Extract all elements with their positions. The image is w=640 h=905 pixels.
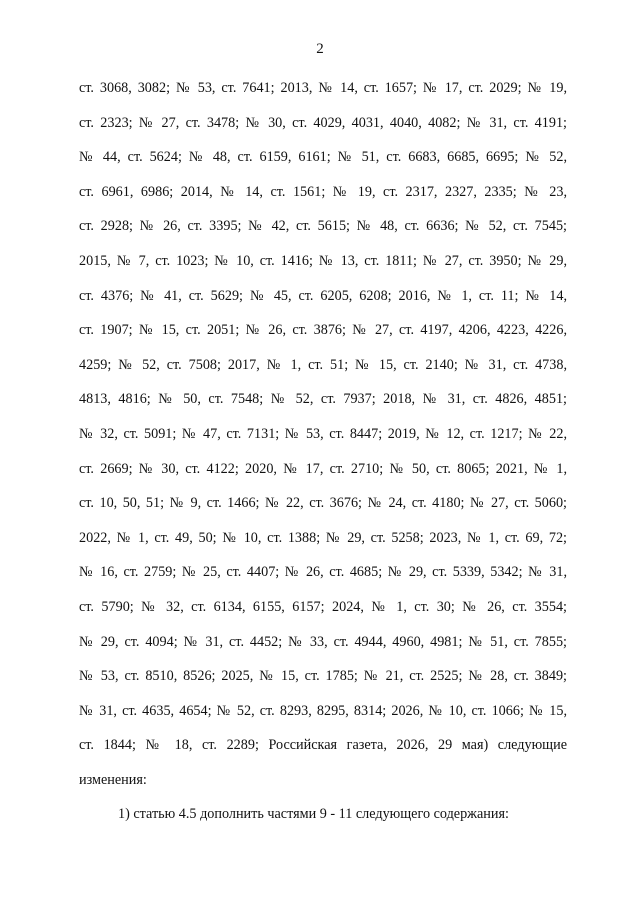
text-line: № 16, ст. 2759; № 25, ст. 4407; № 26, ст. 4685; № 29, ст. 5339, 5342; № 31,	[79, 564, 567, 581]
text-line: ст. 1907; № 15, ст. 2051; № 26, ст. 3876; № 27, ст. 4197, 4206, 4223, 4226,	[79, 322, 567, 339]
text-line: 2022, № 1, ст. 49, 50; № 10, ст. 1388; № 29, ст. 5258; 2023, № 1, ст. 69, 72;	[79, 529, 567, 546]
text-line: ст. 2928; № 26, ст. 3395; № 42, ст. 5615; № 48, ст. 6636; № 52, ст. 7545;	[79, 218, 567, 235]
text-line: № 31, ст. 4635, 4654; № 52, ст. 8293, 8295, 8314; 2026, № 10, ст. 1066; № 15,	[79, 702, 567, 719]
text-line: ст. 10, 50, 51; № 9, ст. 1466; № 22, ст. 3676; № 24, ст. 4180; № 27, ст. 5060;	[79, 495, 567, 512]
text-line: ст. 2669; № 30, ст. 4122; 2020, № 17, ст. 2710; № 50, ст. 8065; 2021, № 1,	[79, 460, 567, 477]
body-text	[79, 79, 567, 805]
page-number: 2	[316, 41, 324, 57]
list-item-1: 1) статью 4.5 дополнить частями 9 - 11 следующего содержания:	[118, 806, 509, 822]
text-line: № 53, ст. 8510, 8526; 2025, № 15, ст. 1785; № 21, ст. 2525; № 28, ст. 3849;	[79, 668, 567, 685]
text-line: ст. 6961, 6986; 2014, № 14, ст. 1561; № 19, ст. 2317, 2327, 2335; № 23,	[79, 183, 567, 200]
text-line: 2015, № 7, ст. 1023; № 10, ст. 1416; № 13, ст. 1811; № 27, ст. 3950; № 29,	[79, 252, 567, 269]
text-line: ст. 3068, 3082; № 53, ст. 7641; 2013, № 14, ст. 1657; № 17, ст. 2029; № 19,	[79, 80, 567, 96]
text-line: 4259; № 52, ст. 7508; 2017, № 1, ст. 51; № 15, ст. 2140; № 31, ст. 4738,	[79, 356, 567, 373]
text-line: ст. 4376; № 41, ст. 5629; № 45, ст. 6205, 6208; 2016, № 1, ст. 11; № 14,	[79, 287, 567, 304]
text-line: № 44, ст. 5624; № 48, ст. 6159, 6161; № 51, ст. 6683, 6685, 6695; № 52,	[79, 149, 567, 166]
text-line: № 32, ст. 5091; № 47, ст. 7131; № 53, ст. 8447; 2019, № 12, ст. 1217; № 22,	[79, 425, 567, 442]
text-line: № 29, ст. 4094; № 31, ст. 4452; № 33, ст. 4944, 4960, 4981; № 51, ст. 7855;	[79, 633, 567, 650]
text-line: ст. 1844; № 18, ст. 2289; Российская газета, 2026, 29 мая) следующие	[79, 737, 567, 754]
text-line: ст. 5790; № 32, ст. 6134, 6155, 6157; 2024, № 1, ст. 30; № 26, ст. 3554;	[79, 598, 567, 615]
text-line: 4813, 4816; № 50, ст. 7548; № 52, ст. 7937; 2018, № 31, ст. 4826, 4851;	[79, 391, 567, 408]
text-line-last: изменения:	[79, 771, 147, 788]
text-line: ст. 2323; № 27, ст. 3478; № 30, ст. 4029, 4031, 4040, 4082; № 31, ст. 4191;	[79, 114, 567, 131]
